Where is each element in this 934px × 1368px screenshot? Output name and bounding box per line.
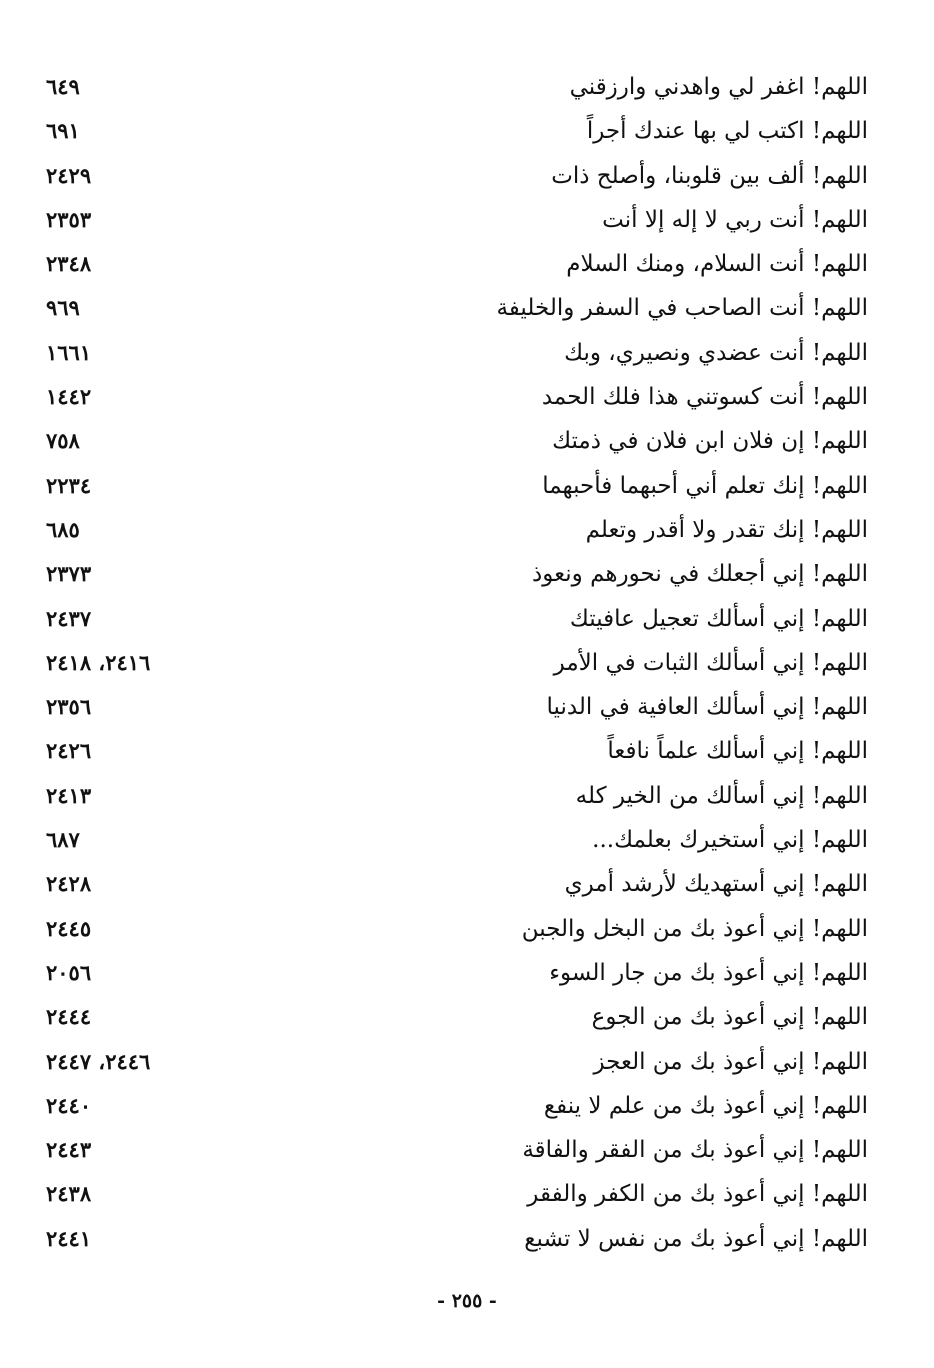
entry-refs: ٢٤٤٥: [46, 915, 92, 941]
index-entry: [0, 289, 934, 333]
entry-phrase: اللهم! إني أسألك العافية في الدنيا: [546, 694, 868, 721]
index-entry: [0, 422, 934, 466]
index-entry: [0, 245, 934, 289]
entry-refs: ٢٤٤٤: [46, 1004, 92, 1030]
entry-phrase: اللهم! إني أستهديك لأرشد أمري: [564, 871, 868, 898]
index-entry: [0, 777, 934, 821]
entry-refs: ١٤٤٢: [46, 384, 92, 410]
entry-refs: ٢٤٢٩: [46, 162, 92, 188]
entry-refs: ٢٠٥٦: [46, 959, 92, 985]
entry-phrase: اللهم! إني أعوذ بك من الكفر والفقر: [527, 1181, 868, 1208]
entry-phrase: اللهم! إني أعوذ بك من الفقر والفاقة: [522, 1137, 868, 1164]
index-entry: [0, 998, 934, 1042]
index-entry: [0, 600, 934, 644]
entry-refs: ٢٣٥٣: [46, 206, 92, 232]
index-entry: [0, 910, 934, 954]
entry-refs: ٢٣٤٨: [46, 251, 92, 277]
index-entry: [0, 201, 934, 245]
index-entry: [0, 865, 934, 909]
entry-refs: ٢٤٣٨: [46, 1181, 92, 1207]
index-entry: [0, 1043, 934, 1087]
index-entry: [0, 1220, 934, 1264]
entry-phrase: اللهم! أنت عضدي ونصيري، وبك: [564, 339, 868, 366]
entry-phrase: اللهم! إني أعوذ بك من البخل والجبن: [521, 915, 868, 942]
entry-phrase: اللهم! إني أعوذ بك من نفس لا تشبع: [524, 1225, 868, 1252]
entry-phrase: اللهم! إني أعوذ بك من العجز: [593, 1048, 868, 1075]
entry-phrase: اللهم! إني أعوذ بك من علم لا ينفع: [543, 1092, 868, 1119]
entry-refs: ٢٤٤٦، ٢٤٤٧: [46, 1048, 151, 1074]
entry-refs: ٢٤١٣: [46, 782, 92, 808]
index-entry: [0, 954, 934, 998]
entry-phrase: اللهم! أنت السلام، ومنك السلام: [566, 251, 868, 278]
index-entry: [0, 821, 934, 865]
entry-refs: ٢٤٢٨: [46, 871, 92, 897]
index-entry: [0, 644, 934, 688]
entry-refs: ١٦٦١: [46, 339, 92, 365]
index-entry: [0, 68, 934, 112]
entry-phrase: اللهم! إني أعوذ بك من الجوع: [591, 1004, 868, 1031]
entry-refs: ٢٤٣٧: [46, 605, 92, 631]
index-entry: [0, 157, 934, 201]
entry-refs: ٢٣٧٣: [46, 561, 92, 587]
index-entry: [0, 1131, 934, 1175]
index-entry: [0, 688, 934, 732]
entry-refs: ٢٤٤٠: [46, 1092, 92, 1118]
entry-refs: ٢٤٢٦: [46, 738, 92, 764]
index-entry: [0, 112, 934, 156]
index-entry: [0, 378, 934, 422]
entry-refs: ٢٤١٦، ٢٤١٨: [46, 649, 151, 675]
entry-phrase: اللهم! إنك تقدر ولا أقدر وتعلم: [585, 516, 868, 543]
index-entry: [0, 555, 934, 599]
entry-phrase: اللهم! أنت ربي لا إله إلا أنت: [602, 206, 868, 233]
entry-refs: ٧٥٨: [46, 428, 80, 454]
entry-phrase: اللهم! اغفر لي واهدني وارزقني: [569, 74, 868, 100]
entry-phrase: اللهم! أنت كسوتني هذا فلك الحمد: [541, 384, 868, 411]
entry-phrase: اللهم! إني أسألك من الخير كله: [575, 782, 868, 809]
entry-phrase: اللهم! أنت الصاحب في السفر والخليفة: [496, 295, 868, 322]
entry-refs: ٦٨٥: [46, 516, 80, 542]
index-entry: [0, 334, 934, 378]
entry-phrase: اللهم! إني أسألك تعجيل عافيتك: [569, 605, 868, 632]
entry-phrase: اللهم! إنك تعلم أني أحبهما فأحبهما: [542, 472, 868, 499]
entry-phrase: اللهم! إني أستخيرك بعلمك...: [592, 827, 868, 854]
entry-refs: ٢٤٤٣: [46, 1137, 92, 1163]
index-entry: [0, 511, 934, 555]
entry-phrase: اللهم! إني أسألك علماً نافعاً: [607, 738, 868, 765]
entry-refs: ٦٩١: [46, 118, 80, 144]
index-entry: [0, 1087, 934, 1131]
entry-phrase: اللهم! إني أسألك الثبات في الأمر: [553, 649, 868, 676]
index-entry: [0, 732, 934, 776]
entry-phrase: اللهم! إني أعوذ بك من جار السوء: [549, 959, 868, 986]
entry-phrase: اللهم! ألف بين قلوبنا، وأصلح ذات: [551, 162, 868, 189]
index-entry: [0, 467, 934, 511]
entry-refs: ٩٦٩: [46, 295, 80, 321]
entry-refs: ٦٨٧: [46, 827, 80, 853]
entry-phrase: اللهم! إني أجعلك في نحورهم ونعوذ: [532, 561, 868, 588]
index-entry: [0, 1175, 934, 1219]
entry-refs: ٢٤٤١: [46, 1225, 92, 1251]
entry-phrase: اللهم! اكتب لي بها عندك أجراً: [586, 118, 868, 145]
entry-refs: ٢٢٣٤: [46, 472, 92, 498]
entry-phrase: اللهم! إن فلان ابن فلان في ذمتك: [552, 428, 868, 455]
index-list: [0, 68, 934, 1264]
page-number: - ٢٥٥ -: [437, 1290, 497, 1312]
entry-refs: ٦٤٩: [46, 74, 80, 99]
entry-refs: ٢٣٥٦: [46, 694, 92, 720]
